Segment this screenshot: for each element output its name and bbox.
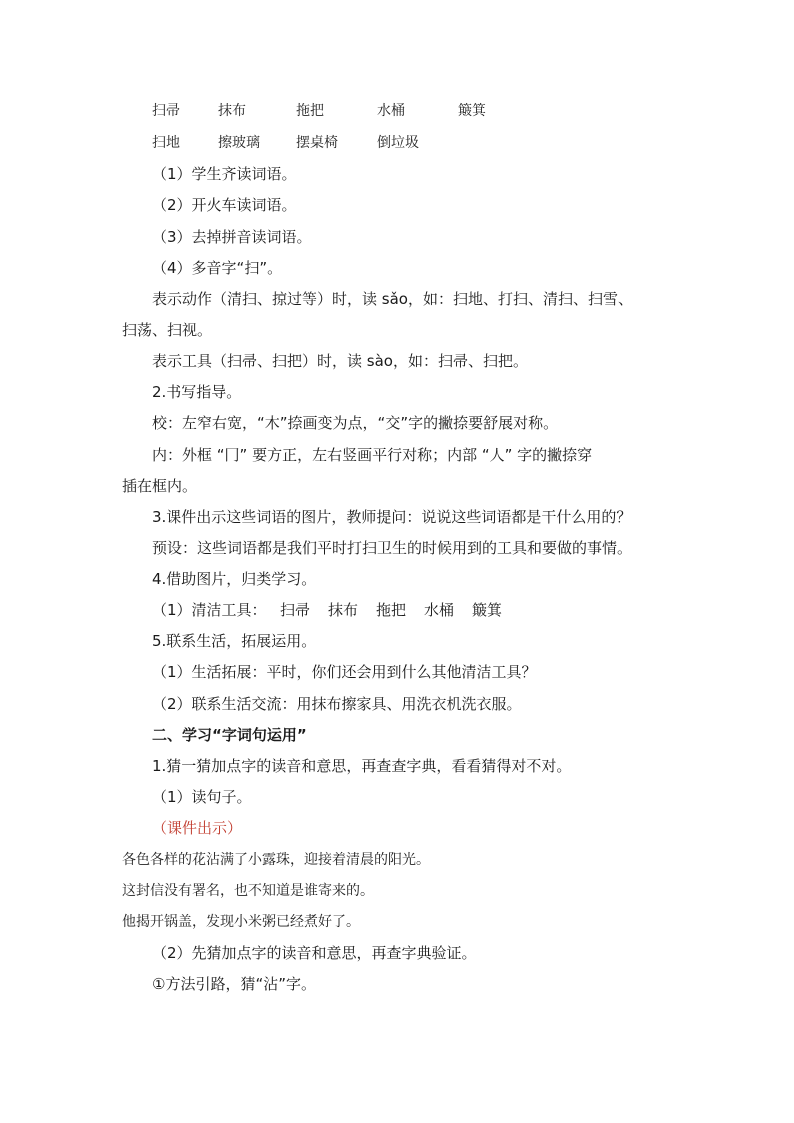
tool-word: 水桶	[424, 601, 455, 619]
vocab-word: 扫地	[152, 135, 180, 151]
vocab-word: 倒垃圾	[377, 135, 419, 151]
text-line: 1.猜一猜加点字的读音和意思，再查查字典，看看猜得对不对。	[152, 757, 572, 775]
tool-word: 拖把	[376, 601, 407, 619]
vocab-word: 抹布	[218, 103, 246, 119]
text-line: 3.课件出示这些词语的图片，教师提问：说说这些词语都是干什么用的？	[152, 508, 632, 526]
vocab-word: 扫帚	[152, 103, 180, 119]
text-line: 表示动作（清扫、掠过等）时，读 sǎo，如：扫地、打扫、清扫、扫雪、	[152, 290, 633, 308]
text-line: 预设：这些词语都是我们平时打扫卫生的时候用到的工具和要做的事情。	[152, 539, 633, 557]
section-heading: 二、学习“字词句运用”	[152, 726, 307, 744]
text-line: ①方法引路，猜“沾”字。	[152, 975, 316, 993]
tool-word: 簸箕	[472, 601, 503, 619]
vocab-word: 簸箕	[458, 103, 486, 119]
text-line: （2）开火车读词语。	[152, 196, 297, 214]
text-line: 2.书写指导。	[152, 383, 242, 401]
text-line: （3）去掉拼音读词语。	[152, 228, 312, 246]
text-line: 5.联系生活，拓展运用。	[152, 632, 317, 650]
tool-word: 抹布	[328, 601, 359, 619]
text-line: （1）读句子。	[152, 788, 252, 806]
cleaning-tools-line	[0, 600, 600, 620]
vocab-word: 水桶	[377, 103, 405, 119]
vocab-word: 拖把	[296, 103, 324, 119]
text-line: 校：左窄右宽，“木”捺画变为点，“交”字的撇捺要舒展对称。	[152, 414, 559, 432]
text-line: （1）学生齐读词语。	[152, 165, 297, 183]
text-line: 表示工具（扫帚、扫把）时，读 sào，如：扫帚、扫把。	[152, 352, 528, 370]
vocab-word: 擦玻璃	[218, 135, 260, 151]
text-line: （4）多音字“扫”。	[152, 259, 283, 277]
courseware-note: （课件出示）	[152, 819, 243, 837]
text-line: 插在框内。	[122, 477, 198, 495]
vocab-word: 摆桌椅	[296, 135, 338, 151]
text-line: （2）联系生活交流：用抹布擦家具、用洗衣机洗衣服。	[152, 695, 522, 713]
example-sentence: 这封信没有署名，也不知道是谁寄来的。	[122, 883, 374, 899]
example-sentence: 各色各样的花沾满了小露珠，迎接着清晨的阳光。	[122, 852, 430, 868]
text-line: 扫荡、扫视。	[122, 321, 213, 339]
text-line: 内：外框 “冂” 要方正，左右竖画平行对称；内部 “人” 字的撇捺穿	[152, 446, 593, 464]
text-line: （2）先猜加点字的读音和意思，再查字典验证。	[152, 944, 477, 962]
text-line: 4.借助图片，归类学习。	[152, 570, 317, 588]
text-line: （1）生活拓展：平时，你们还会用到什么其他清洁工具？	[152, 663, 537, 681]
tools-label: （1）清洁工具：	[152, 601, 267, 619]
tool-word: 扫帚	[280, 601, 311, 619]
example-sentence: 他揭开锅盖，发现小米粥已经煮好了。	[122, 914, 360, 930]
